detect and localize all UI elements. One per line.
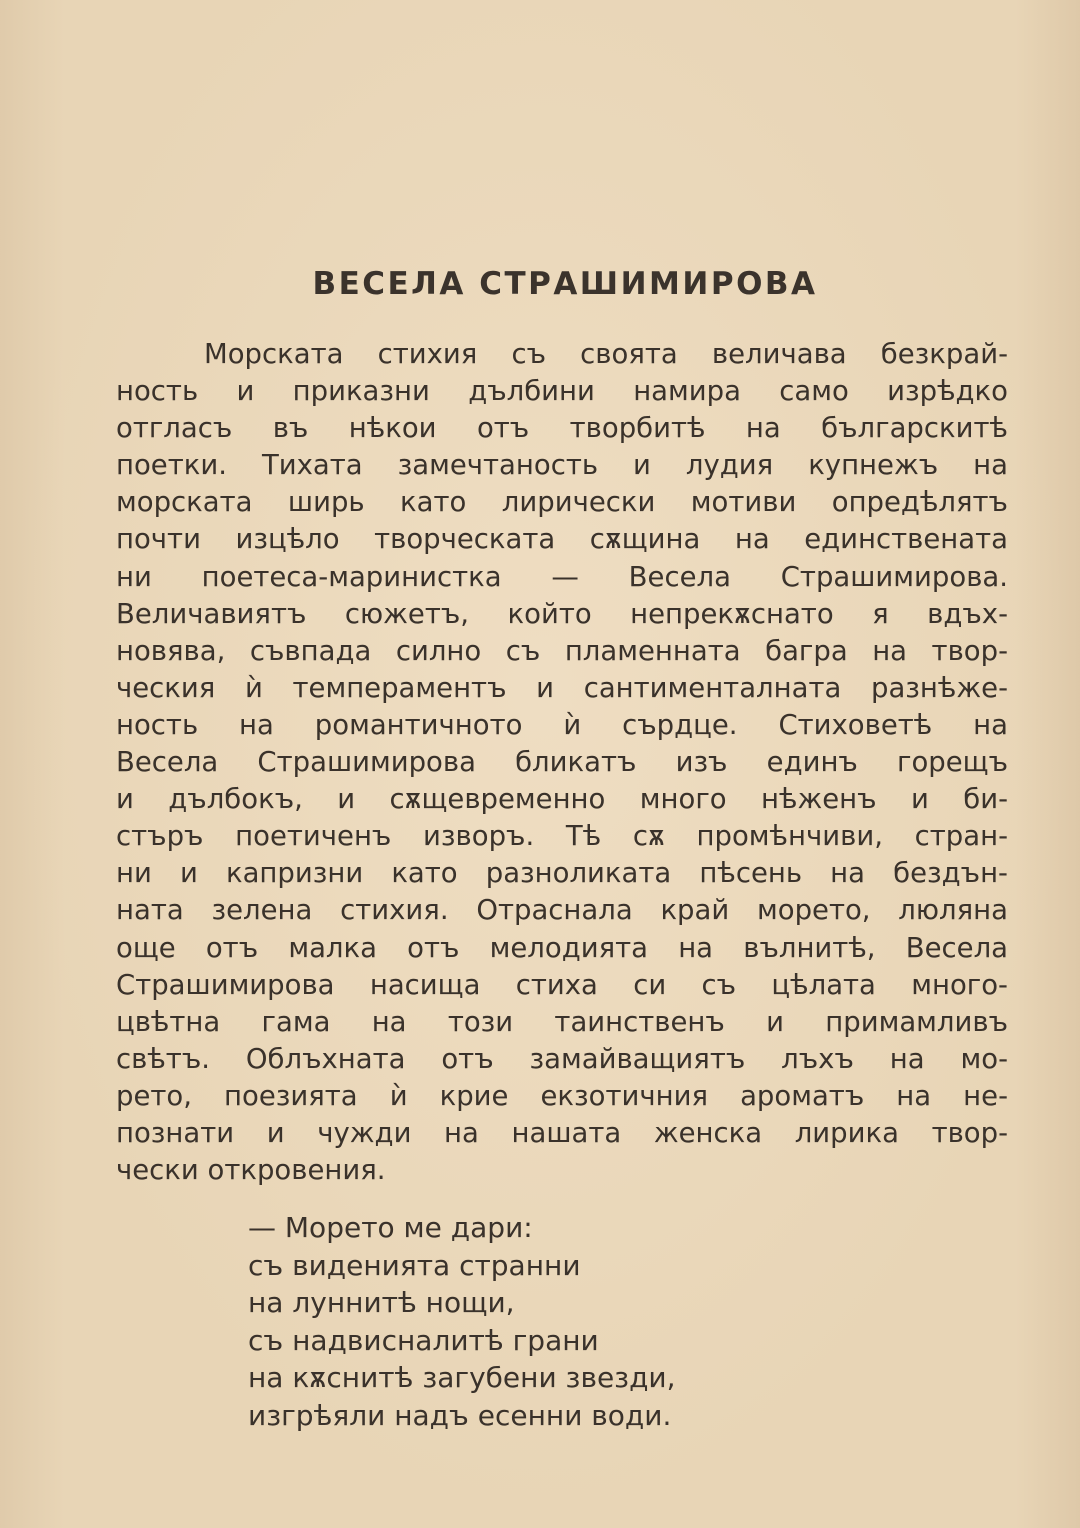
poem-line: съ надвисналитѣ грани — [248, 1323, 599, 1357]
text-line: Страшимирова насища стиха си съ цѣлата много- — [116, 968, 1008, 1001]
text-line: новява, съвпада силно съ пламенната багра на твор- — [116, 634, 1008, 667]
text-line: ческия ѝ темпераментъ и сантименталната разнѣже- — [116, 671, 1008, 704]
poem-excerpt — [248, 1209, 676, 1435]
text-line: ность и приказни дълбини намира само изрѣдко — [116, 375, 1008, 408]
poem-line: на луннитѣ нощи, — [248, 1286, 515, 1320]
text-line: ни поетеса-маринистка — Весела Страшимирова. — [116, 560, 1008, 593]
text-line: Величавиятъ сюжетъ, който непрекѫснато я вдъх- — [116, 597, 1008, 630]
text-line: стъръ поетиченъ изворъ. Тѣ сѫ промѣнчиви, стран- — [116, 820, 1008, 853]
poem-line: на кѫснитѣ загубени звезди, — [248, 1361, 676, 1395]
text-line: ни и капризни като разноликата пѣсень на бездън- — [116, 857, 1008, 890]
text-line: поетки. Тихата замечтаность и лудия купнежъ на — [116, 449, 1008, 482]
text-line: ната зелена стихия. Отраснала край морето, люляна — [116, 894, 1008, 927]
text-line: и дълбокъ, и сѫщевременно много нѣженъ и би- — [116, 783, 1008, 816]
body-paragraph — [116, 336, 1008, 1189]
text-line: ность на романтичното ѝ сърдце. Стиховетѣ на — [116, 708, 1008, 741]
text-line: свѣтъ. Облъхната отъ замайващиятъ лъхъ на мо- — [116, 1042, 1008, 1075]
poem-line: изгрѣяли надъ есенни води. — [248, 1398, 672, 1432]
poem-line: — Морето ме дари: — [248, 1211, 533, 1244]
text-line: цвѣтна гама на този таинственъ и примамливъ — [116, 1005, 1008, 1038]
text-line: Весела Страшимирова бликатъ изъ единъ горещъ — [116, 746, 1008, 779]
text-line: още отъ малка отъ мелодията на вълнитѣ, Весела — [116, 931, 1008, 964]
text-line: морската ширь като лирически мотиви опредѣлятъ — [116, 486, 1008, 519]
text-line: рето, поезията ѝ крие екзотичния ароматъ на не- — [116, 1079, 1008, 1112]
text-line: отгласъ въ нѣкои отъ творбитѣ на българскитѣ — [116, 412, 1008, 445]
text-line: чески откровения. — [116, 1154, 386, 1187]
text-line: познати и чужди на нашата женска лирика твор- — [116, 1116, 1008, 1149]
poem-line: съ виденията странни — [248, 1248, 581, 1282]
text-line: почти изцѣло творческата сѫщина на единствената — [116, 523, 1008, 556]
text-line: Морската стихия съ своята величава безкрай- — [204, 338, 1008, 370]
page-title: ВЕСЕЛА СТРАШИМИРОВА — [312, 266, 818, 302]
